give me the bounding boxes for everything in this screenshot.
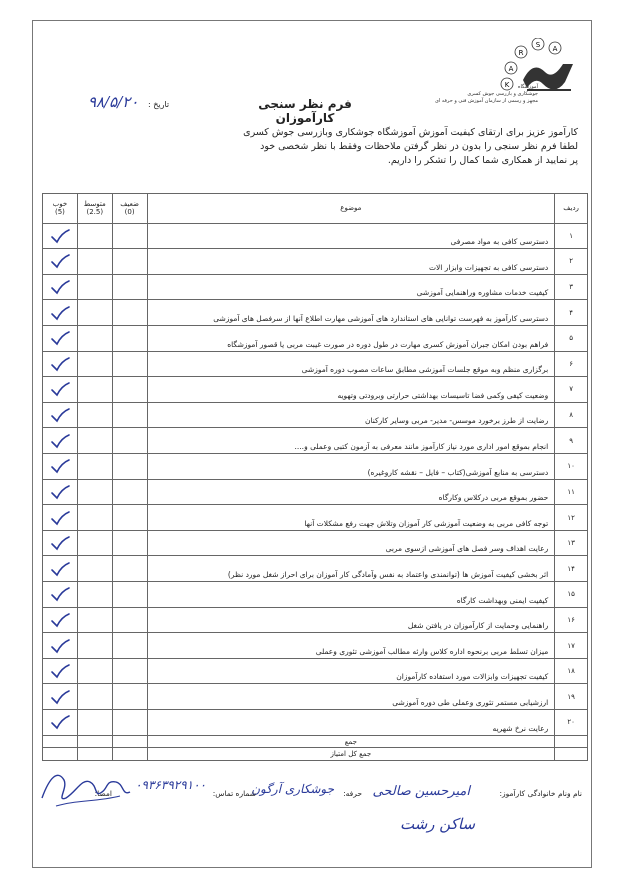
- rating-medium-cell[interactable]: [77, 377, 112, 403]
- checkmark-icon: [49, 689, 71, 705]
- handwritten-note: ساکن رشت: [400, 815, 476, 833]
- intro-text: کارآموز عزیز برای ارتقای کیفیت آموزش آموزشگاه جوشکاری وبازرسی جوش کسری لطفا فرم نظر سنجی را بدون در نظر گرفتن ملاحظات وفقط با نظر شخصی خود پر نمایید از همکاری شما کمال را تشکر را داریم.: [243, 127, 578, 166]
- header-weak: ضعیف (0): [112, 194, 147, 224]
- row-topic: میزان تسلط مربی برنحوه اداره کلاس وارئه مطالب آموزشی تئوری وعملی: [147, 633, 555, 659]
- rating-weak-cell[interactable]: [112, 479, 147, 505]
- rating-good-cell[interactable]: [43, 249, 78, 275]
- rating-weak-cell[interactable]: [112, 530, 147, 556]
- row-number: ۸: [555, 402, 588, 428]
- rating-good-cell[interactable]: [43, 223, 78, 249]
- table-row: [43, 582, 588, 608]
- rating-good-cell[interactable]: [43, 402, 78, 428]
- rating-good-cell[interactable]: [43, 479, 78, 505]
- rating-good-cell[interactable]: [43, 556, 78, 582]
- rating-medium-cell[interactable]: [77, 453, 112, 479]
- row-topic: حضور بموقع مربی درکلاس وکارگاه: [147, 479, 555, 505]
- table-row: [43, 530, 588, 556]
- row-number: ۱۴: [555, 556, 588, 582]
- checkmark-icon: [49, 279, 71, 295]
- phone-value: ۰۹۳۶۳۹۲۹۱۰۰: [135, 778, 206, 792]
- row-number: ۱۷: [555, 633, 588, 659]
- table-row: [43, 428, 588, 454]
- rating-medium-cell[interactable]: [77, 274, 112, 300]
- rating-weak-cell[interactable]: [112, 300, 147, 326]
- svg-text:A: A: [552, 45, 558, 53]
- row-topic: ارزشیابی مستمر تئوری وعملی طی دوره آموزشی: [147, 684, 555, 710]
- table-row: [43, 556, 588, 582]
- svg-text:A: A: [508, 65, 514, 73]
- checkmark-icon: [49, 407, 71, 423]
- checkmark-icon: [49, 612, 71, 628]
- checkmark-icon: [49, 586, 71, 602]
- date-value: ۹۸/۵/۲۰: [88, 93, 139, 111]
- checkmark-icon: [49, 638, 71, 654]
- table-row: [43, 377, 588, 403]
- survey-table: [42, 193, 588, 761]
- rating-medium-cell[interactable]: [77, 428, 112, 454]
- row-topic: دسترسی به منابع آموزشی(کتاب – فایل – نقشه کاروغیره): [147, 453, 555, 479]
- checkmark-icon: [49, 458, 71, 474]
- rating-medium-cell[interactable]: [77, 249, 112, 275]
- checkmark-icon: [49, 484, 71, 500]
- row-topic: فراهم بودن امکان جبران آموزش کسری مهارت در طول دوره در صورت غیبت مربی یا قصور آموزشگاه: [147, 325, 555, 351]
- signature-label: امضا:: [94, 789, 112, 798]
- table-row: [43, 402, 588, 428]
- row-topic: وضعیت کیفی وکمی فضا تاسیسات بهداشتی حرارتی وبرودتی وتهویه: [147, 377, 555, 403]
- total-label: جمع کل امتیاز: [147, 748, 555, 761]
- table-row: [43, 453, 588, 479]
- row-number: ۲۰: [555, 710, 588, 736]
- total-row: [43, 748, 588, 761]
- row-topic: انجام بموقع امور اداری مورد نیاز کارآموز مانند معرفی به آزمون کتبی وعملی و....: [147, 428, 555, 454]
- row-number: ۳: [555, 274, 588, 300]
- rating-weak-cell[interactable]: [112, 223, 147, 249]
- row-topic: برگزاری منظم وبه موقع جلسات آموزشی مطابق ساعات مصوب دوره آموزشی: [147, 351, 555, 377]
- rating-good-cell[interactable]: [43, 530, 78, 556]
- rating-weak-cell[interactable]: [112, 249, 147, 275]
- rating-weak-cell[interactable]: [112, 325, 147, 351]
- header-topic: موضوع: [147, 194, 555, 224]
- rating-weak-cell[interactable]: [112, 428, 147, 454]
- row-topic: کیفیت تجهیزات وابزالات مورد استفاده کارآموزان: [147, 658, 555, 684]
- row-topic: رضایت از طرز برخورد موسس- مدیر- مربی وسایر کارکنان: [147, 402, 555, 428]
- checkmark-icon: [49, 663, 71, 679]
- header-good: خوب (5): [43, 194, 78, 224]
- rating-good-cell[interactable]: [43, 582, 78, 608]
- checkmark-icon: [49, 305, 71, 321]
- rating-weak-cell[interactable]: [112, 453, 147, 479]
- svg-text:S: S: [535, 41, 541, 49]
- row-topic: رعایت نرخ شهریه: [147, 710, 555, 736]
- rating-good-cell[interactable]: [43, 453, 78, 479]
- row-topic: اثر بخشی کیفیت آموزش ها (توانمندی واعتماد به نفس وآمادگی کار آموزان برای احراز شغل مورد نظر): [147, 556, 555, 582]
- checkmark-icon: [49, 714, 71, 730]
- row-number: ۱۶: [555, 607, 588, 633]
- row-number: ۵: [555, 325, 588, 351]
- row-topic: دسترسی کارآموز به فهرست توانایی های استاندارد های آموزشی مهارت اطلاع آنها از سرفصل های آموزشی: [147, 300, 555, 326]
- phone-label: شماره تماس:: [212, 789, 256, 798]
- rating-good-cell[interactable]: [43, 607, 78, 633]
- date-label: تاریخ :: [148, 100, 170, 109]
- table-row: [43, 479, 588, 505]
- row-number: ۱۸: [555, 658, 588, 684]
- header-medium: متوسط (2.5): [77, 194, 112, 224]
- form-title: فرم نظر سنجی کارآموزان: [258, 97, 352, 125]
- row-number: ۱۱: [555, 479, 588, 505]
- rating-medium-cell[interactable]: [77, 582, 112, 608]
- table-row: [43, 607, 588, 633]
- rating-medium-cell[interactable]: [77, 402, 112, 428]
- row-topic: توجه کافی مربی به وضعیت آموزشی کار آموزان وتلاش جهت رفع مشکلات آنها: [147, 505, 555, 531]
- table-row: [43, 505, 588, 531]
- rating-weak-cell[interactable]: [112, 710, 147, 736]
- checkmark-icon: [49, 253, 71, 269]
- table-row: [43, 325, 588, 351]
- rating-good-cell[interactable]: [43, 684, 78, 710]
- rating-good-cell[interactable]: [43, 351, 78, 377]
- row-number: ۲: [555, 249, 588, 275]
- checkmark-icon: [49, 228, 71, 244]
- rating-weak-cell[interactable]: [112, 505, 147, 531]
- row-number: ۱۵: [555, 582, 588, 608]
- svg-text:R: R: [518, 49, 524, 57]
- row-number: ۱۰: [555, 453, 588, 479]
- checkmark-icon: [49, 535, 71, 551]
- checkmark-icon: [49, 356, 71, 372]
- table-row: [43, 633, 588, 659]
- signature: [36, 762, 136, 812]
- rating-weak-cell[interactable]: [112, 274, 147, 300]
- checkmark-icon: [49, 510, 71, 526]
- trade-value: جوشکاری آرگون: [251, 782, 334, 796]
- rating-weak-cell[interactable]: [112, 582, 147, 608]
- row-topic: دسترسی کافی به مواد مصرفی: [147, 223, 555, 249]
- row-number: ۱۲: [555, 505, 588, 531]
- row-number: ۱۳: [555, 530, 588, 556]
- rating-weak-cell[interactable]: [112, 377, 147, 403]
- rating-medium-cell[interactable]: [77, 607, 112, 633]
- svg-text:K: K: [504, 81, 510, 89]
- rating-medium-cell[interactable]: [77, 351, 112, 377]
- trade-label: حرفه:: [343, 789, 362, 798]
- row-number: ۶: [555, 351, 588, 377]
- row-number: ۷: [555, 377, 588, 403]
- rating-medium-cell[interactable]: [77, 530, 112, 556]
- rating-medium-cell[interactable]: [77, 479, 112, 505]
- row-topic: کیفیت ایمنی وبهداشت کارگاه: [147, 582, 555, 608]
- name-value: امیرحسین صالحی: [372, 784, 470, 799]
- row-topic: رعایت اهداف وسر فصل های آموزشی ازسوی مربی: [147, 530, 555, 556]
- checkmark-icon: [49, 330, 71, 346]
- rating-weak-cell[interactable]: [112, 633, 147, 659]
- rating-medium-cell[interactable]: [77, 300, 112, 326]
- rating-medium-cell[interactable]: [77, 684, 112, 710]
- rating-good-cell[interactable]: [43, 633, 78, 659]
- row-number: ۱: [555, 223, 588, 249]
- name-label: نام ونام خانوادگی کارآموز:: [499, 789, 582, 798]
- rating-medium-cell[interactable]: [77, 633, 112, 659]
- table-row: [43, 274, 588, 300]
- row-number: ۹: [555, 428, 588, 454]
- checkmark-icon: [49, 381, 71, 397]
- table-header-row: [43, 194, 588, 224]
- row-topic: کیفیت خدمات مشاوره وراهنمایی آموزشی: [147, 274, 555, 300]
- table-row: [43, 684, 588, 710]
- rating-medium-cell[interactable]: [77, 223, 112, 249]
- checkmark-icon: [49, 561, 71, 577]
- table-row: [43, 249, 588, 275]
- table-row: [43, 223, 588, 249]
- rating-good-cell[interactable]: [43, 300, 78, 326]
- table-row: [43, 710, 588, 736]
- table-row: [43, 300, 588, 326]
- rating-good-cell[interactable]: [43, 710, 78, 736]
- institute-name: آموزشگاه جوشکاری و بازرسی جوش کسری مجهز و رسمی از سازمان آموزش فنی و حرفه ای: [434, 84, 538, 104]
- rating-good-cell[interactable]: [43, 505, 78, 531]
- rating-weak-cell[interactable]: [112, 607, 147, 633]
- row-number: ۱۹: [555, 684, 588, 710]
- rating-good-cell[interactable]: [43, 377, 78, 403]
- rating-medium-cell[interactable]: [77, 556, 112, 582]
- rating-weak-cell[interactable]: [112, 556, 147, 582]
- rating-good-cell[interactable]: [43, 325, 78, 351]
- table-row: [43, 351, 588, 377]
- sum-label: جمع: [147, 735, 555, 748]
- rating-good-cell[interactable]: [43, 658, 78, 684]
- rating-weak-cell[interactable]: [112, 351, 147, 377]
- header-row-number: ردیف: [555, 194, 588, 224]
- row-number: ۴: [555, 300, 588, 326]
- checkmark-icon: [49, 433, 71, 449]
- rating-weak-cell[interactable]: [112, 658, 147, 684]
- rating-medium-cell[interactable]: [77, 505, 112, 531]
- rating-weak-cell[interactable]: [112, 684, 147, 710]
- rating-good-cell[interactable]: [43, 274, 78, 300]
- rating-medium-cell[interactable]: [77, 710, 112, 736]
- sum-row: [43, 735, 588, 748]
- table-row: [43, 658, 588, 684]
- rating-weak-cell[interactable]: [112, 402, 147, 428]
- rating-good-cell[interactable]: [43, 428, 78, 454]
- rating-medium-cell[interactable]: [77, 658, 112, 684]
- row-topic: دسترسی کافی به تجهیزات وابزار الات: [147, 249, 555, 275]
- row-topic: راهنمایی وحمایت از کارآموزان در یافتن شغل: [147, 607, 555, 633]
- rating-medium-cell[interactable]: [77, 325, 112, 351]
